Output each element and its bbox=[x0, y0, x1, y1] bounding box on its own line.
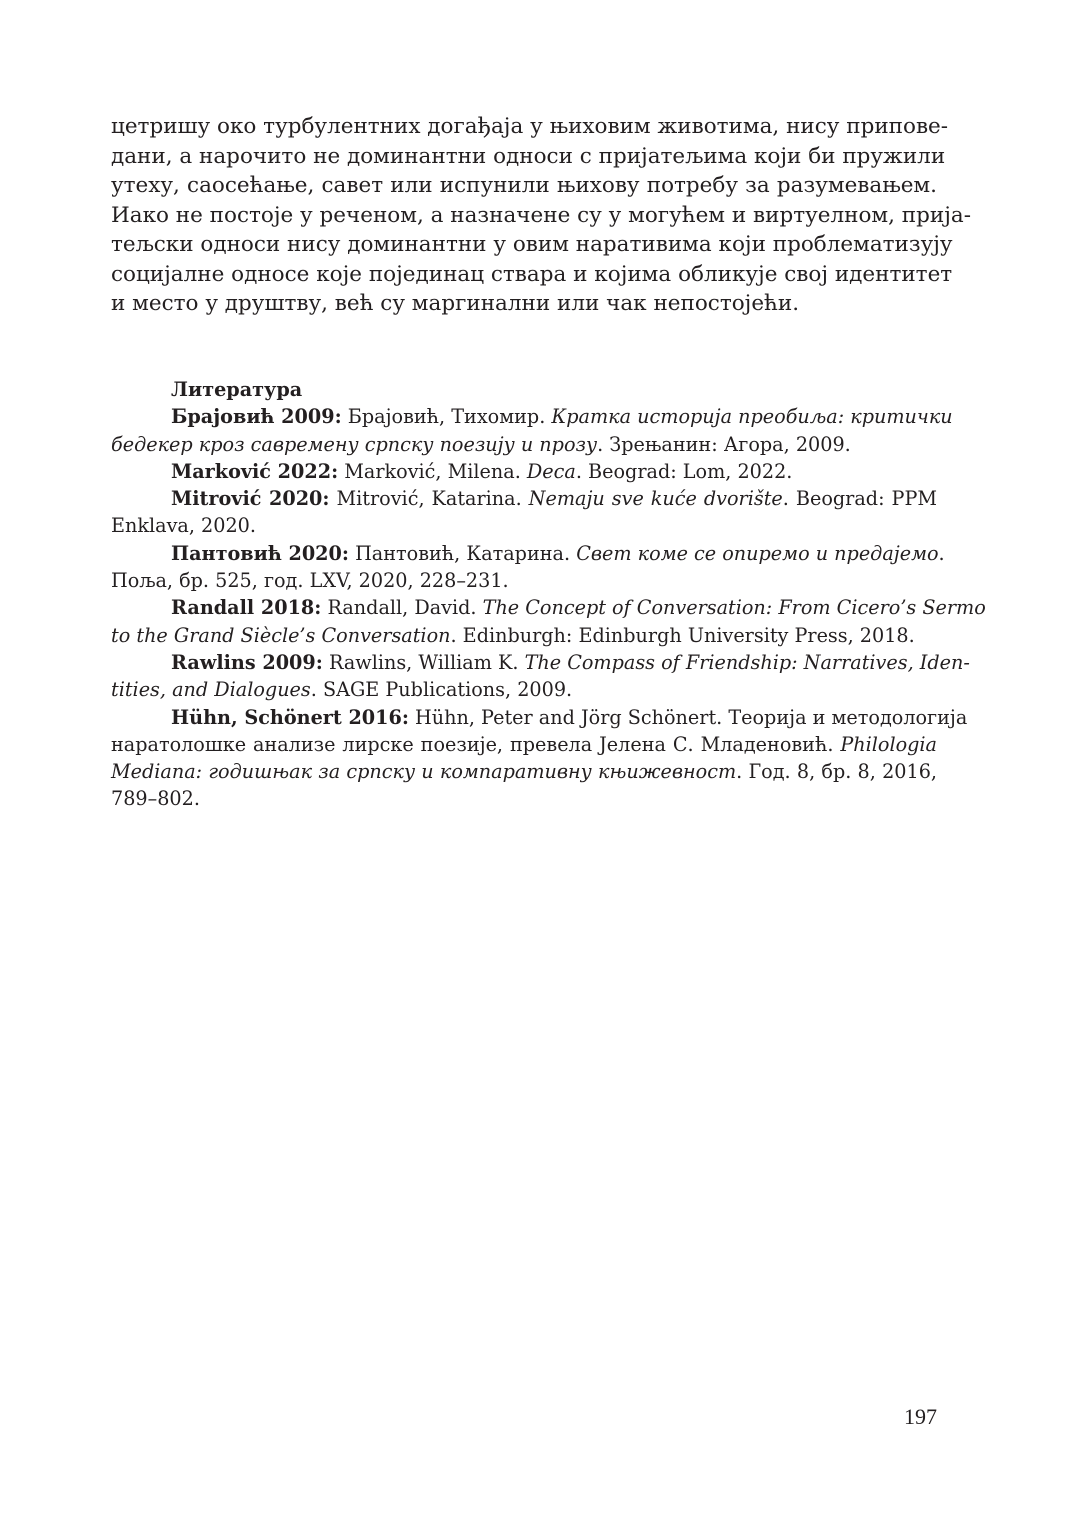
entry-author: Rawlins, William K. bbox=[322, 650, 525, 674]
entry-title: to the Grand Siècle’s Conversation bbox=[111, 623, 451, 647]
bibliography-entry bbox=[111, 649, 970, 704]
entry-author: Hühn, Peter and Jörg Schönert. Теорија и методологија bbox=[408, 705, 968, 729]
body-line: цетришу око турбулентних догађаја у њиховим животима, нису припове- bbox=[111, 114, 949, 139]
entry-line bbox=[111, 622, 937, 649]
bibliography-heading: Литература bbox=[171, 378, 303, 401]
entry-line bbox=[111, 649, 970, 676]
entry-title: The Compass of Friendship: Narratives, Iden- bbox=[524, 650, 970, 674]
entry-key: Пантовић 2020: bbox=[171, 541, 349, 565]
entry-title: tities, and Dialogues bbox=[111, 678, 311, 702]
entry-title: Deca bbox=[526, 459, 576, 483]
entry-line bbox=[111, 676, 937, 703]
bibliography-entry bbox=[111, 594, 986, 649]
entry-title: Кратка историја преобиља: критички bbox=[551, 405, 953, 429]
entry-key: Randall 2018: bbox=[171, 596, 322, 620]
entry-line bbox=[111, 758, 937, 785]
body-line: и место у друштву, већ су маргинални или чак непостојећи. bbox=[111, 291, 800, 316]
entry-line bbox=[111, 458, 937, 485]
entry-title: The Concept of Conversation: From Cicero’s Sermo bbox=[482, 596, 986, 620]
entry-publication: . Зрењанин: Агора, 2009. bbox=[597, 432, 851, 456]
entry-line bbox=[111, 540, 945, 567]
entry-title: Nemaju sve kuće dvorište bbox=[528, 487, 783, 511]
entry-publication: . Год. 8, бр. 8, 2016, bbox=[736, 760, 937, 784]
body-line: дани, а нарочито не доминантни односи с пријатељима који би пружили bbox=[111, 143, 946, 169]
entry-line bbox=[111, 704, 968, 731]
entry-author: Randall, David. bbox=[321, 596, 483, 620]
entry-pages: 789–802. bbox=[111, 787, 200, 811]
entry-publication: . Beograd: Lom, 2022. bbox=[575, 459, 793, 483]
entry-publication: . bbox=[938, 541, 945, 565]
body-line: утеху, саосећање, савет или испунили њихову потребу за разумевањем. bbox=[111, 173, 937, 198]
entry-author: Пантовић, Катарина. bbox=[348, 541, 577, 565]
entry-key: Marković 2022: bbox=[171, 459, 339, 483]
body-line: тељски односи нису доминантни у овим наративима који проблематизују bbox=[111, 232, 953, 257]
bibliography-entry bbox=[111, 403, 953, 458]
entry-line bbox=[111, 403, 953, 430]
entry-line bbox=[111, 785, 937, 812]
entry-line bbox=[111, 512, 937, 539]
bibliography-entry bbox=[111, 540, 945, 595]
entry-author: Mitrović, Katarina. bbox=[329, 487, 529, 511]
entry-key: Брајовић 2009: bbox=[171, 405, 342, 429]
bibliography bbox=[111, 376, 986, 813]
entry-journal: Mediana: годишњак за српску и компаративну књижевност bbox=[111, 760, 737, 784]
entry-title: наратолошке анализе лирске поезије, превела Јелена С. Младеновић. bbox=[111, 732, 841, 756]
entry-publication: . Edinburgh: Edinburgh University Press, 2018. bbox=[450, 623, 915, 647]
entry-line bbox=[111, 594, 986, 621]
body-line: социјалне односе које појединац ствара и којима обликује свој идентитет bbox=[111, 261, 953, 287]
entry-line bbox=[111, 567, 937, 594]
entry-title: Свет коме се опиремо и предајемо bbox=[576, 541, 939, 565]
body-line: Иако не постоје у реченом, а назначене су у могућем и виртуелном, прија- bbox=[111, 202, 971, 228]
bibliography-entry bbox=[111, 458, 937, 485]
entry-author: Marković, Milena. bbox=[338, 459, 527, 483]
entry-title: бедекер кроз савремену српску поезију и прозу bbox=[111, 432, 598, 456]
entry-journal: Philologia bbox=[840, 732, 937, 756]
entry-publication: Enklava, 2020. bbox=[111, 514, 256, 538]
page-number: 197 bbox=[904, 1404, 937, 1429]
bibliography-entry bbox=[111, 704, 968, 813]
entry-line bbox=[111, 431, 937, 458]
entry-publication: . Beograd: PPM bbox=[782, 487, 937, 511]
entry-line bbox=[111, 731, 937, 758]
bibliography-entry bbox=[111, 485, 937, 540]
entry-key: Rawlins 2009: bbox=[171, 650, 323, 674]
entry-publication: Поља, бр. 525, год. LXV, 2020, 228–231. bbox=[111, 569, 509, 593]
entry-line bbox=[111, 485, 937, 512]
entry-author: Брајовић, Тихомир. bbox=[341, 405, 552, 429]
entry-key: Hühn, Schönert 2016: bbox=[171, 705, 409, 729]
entry-publication: . SAGE Publications, 2009. bbox=[310, 678, 573, 702]
entry-key: Mitrović 2020: bbox=[171, 487, 330, 511]
body-paragraph bbox=[111, 112, 971, 319]
